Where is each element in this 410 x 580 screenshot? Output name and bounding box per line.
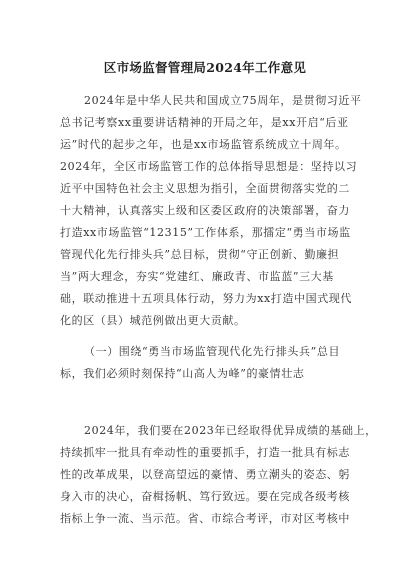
paragraph-section-1	[60, 420, 377, 530]
paragraph-line: 打造xx市场监管“12315”工作体系，那擂定“勇当市场监	[60, 226, 351, 239]
paragraph-line: 性的改革成果，以登高望远的豪情、勇立潮头的姿态、躬	[60, 468, 350, 481]
paragraph-line: 化的区（县）城范例做出更大贡献。	[60, 314, 246, 327]
paragraph-line: 指标上争一流、当示范。省、市综合考评，市对区考核中	[60, 512, 350, 525]
paragraph-line: 持续抓牢一批具有牵动性的重要抓手，打造一批具有标志	[60, 446, 350, 459]
document-title: 区市场监督管理局2024年工作意见	[103, 60, 307, 75]
paragraph-line: 2024年是中华人民共和国成立75周年，是贯彻习近平	[84, 94, 362, 107]
paragraph-line: 运”时代的起步之年，也是xx市场监管系统成立十周年。	[60, 138, 347, 151]
paragraph-line: 十大精神，认真落实上级和区委区政府的决策部署，奋力	[60, 204, 350, 217]
paragraph-line: 管现代化先行排头兵”总目标，贯彻“守正创新、勤廉担	[60, 248, 340, 261]
paragraph-line: 总书记考察xx重要讲话精神的开局之年，是xx开启“后亚	[60, 116, 349, 129]
paragraph-line: 当”两大理念，夯实“党建红、廉政青、市监蓝”三大基	[60, 270, 334, 283]
heading-line: 标，我们必须时刻保持“山高人为峰”的豪情壮志	[60, 367, 305, 380]
paragraph-line: 身入市的决心，奋楫扬帆、笃行致远。要在完成各级考核	[60, 490, 350, 503]
paragraph-intro	[60, 90, 362, 332]
section-heading-1	[60, 341, 350, 385]
paragraph-line: 2024年，全区市场监管工作的总体指导思想是：坚持以习	[60, 160, 358, 173]
paragraph-line: 础，联动推进十五项具体行动，努力为xx打造中国式现代	[60, 292, 353, 305]
paragraph-line: 2024年，我们要在2023年已经取得优异成绩的基础上，	[84, 424, 377, 437]
paragraph-line: 近平中国特色社会主义思想为指引，全面贯彻落实党的二	[60, 182, 350, 195]
heading-line: （一）围绕“勇当市场监管现代化先行排头兵”总目	[84, 345, 341, 358]
